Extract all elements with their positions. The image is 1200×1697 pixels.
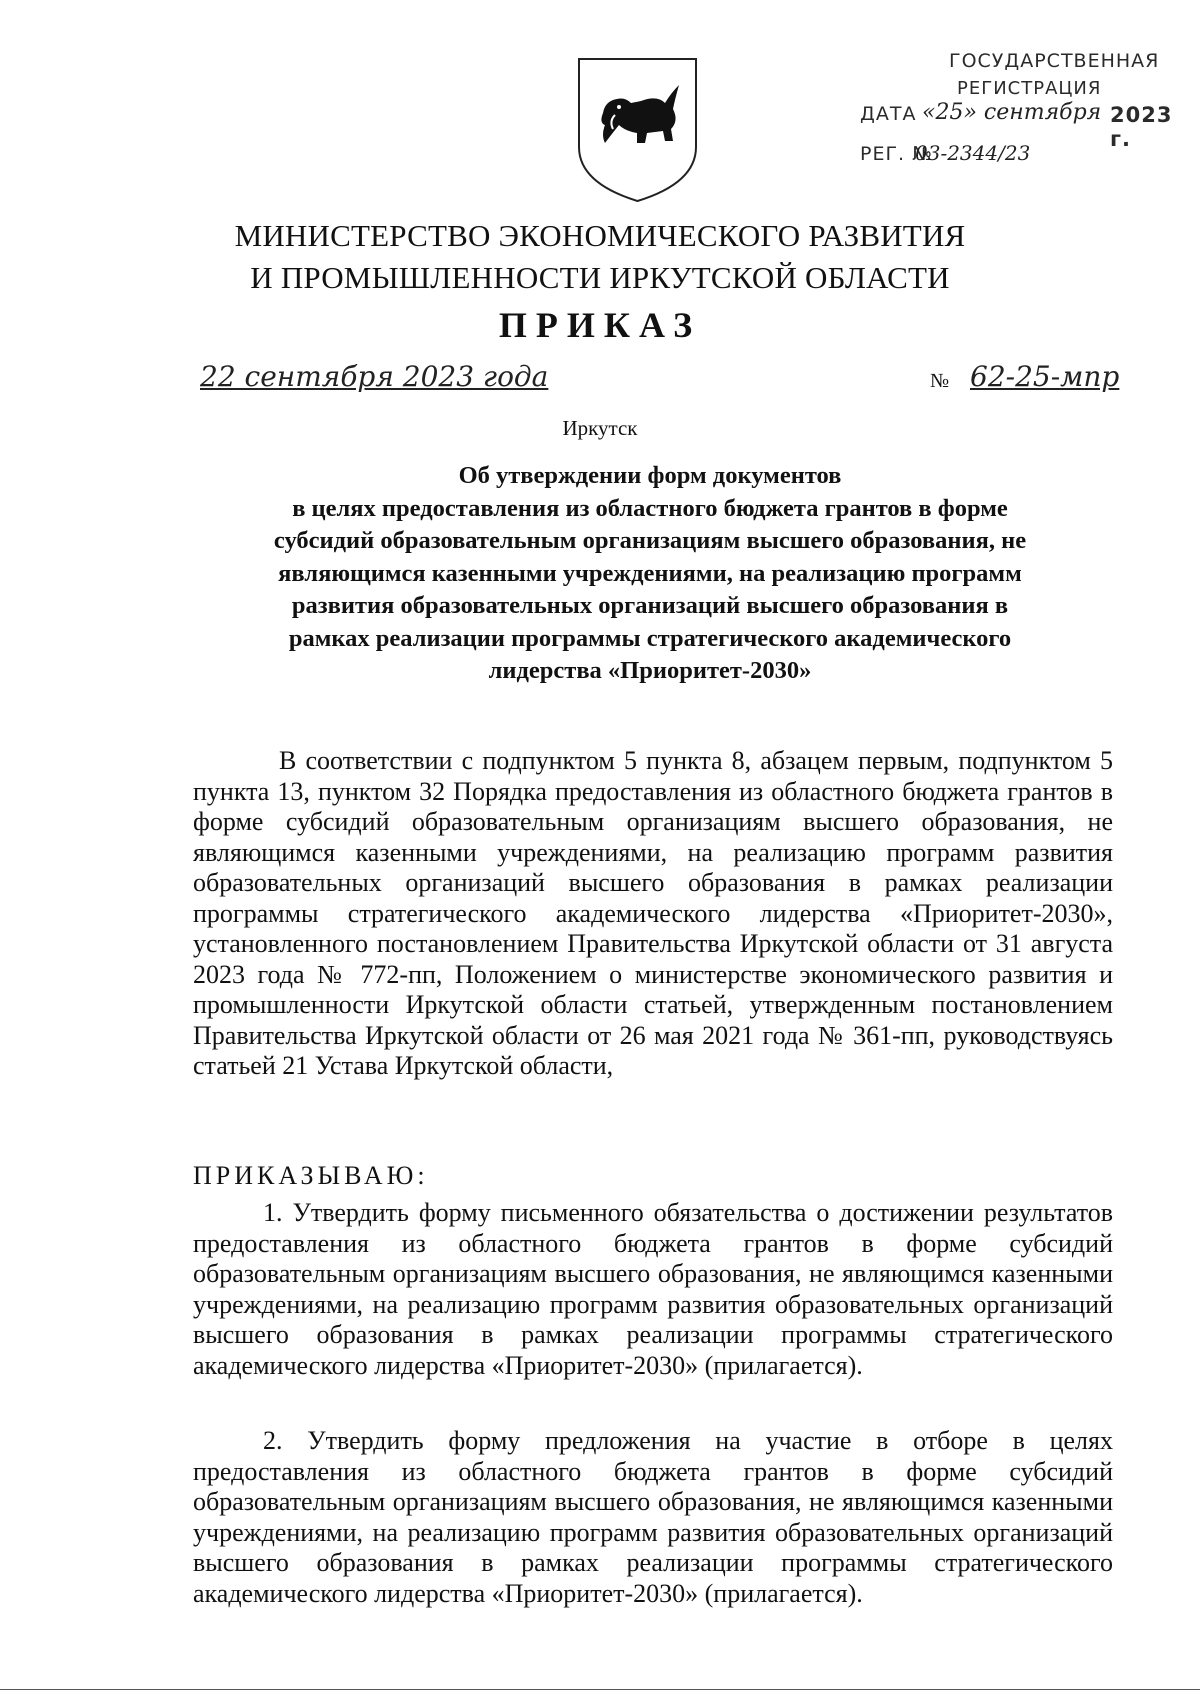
stamp-date-handwritten: «25» сентября — [922, 100, 1102, 125]
item-1-text: 1. Утвердить форму письменного обязательства о достижении результатов предоставления из областного бюджета грантов в форме субсидий образовательным организациям высшего образования, не являющимся казенными учреждениями, на реализацию программ развития образовательных организаций высшего образования в рамках реализации программы стратегического академического лидерства «Приоритет-2030» (прилагается). — [193, 1198, 1113, 1380]
order-title — [200, 460, 1100, 688]
document-type: ПРИКАЗ — [498, 305, 702, 345]
stamp-year: 2023 г. — [1110, 103, 1173, 151]
title-line: являющимся казенными учреждениями, на реализацию программ — [278, 559, 1022, 587]
ministry-name-line2: И ПРОМЫШЛЕННОСТИ ИРКУТСКОЙ ОБЛАСТИ — [250, 260, 950, 295]
title-line: Об утверждении форм документов — [458, 462, 842, 489]
preamble-paragraph — [193, 746, 1113, 1082]
title-line: рамках реализации программы стратегического академического — [288, 624, 1012, 652]
item-1-paragraph — [193, 1198, 1113, 1381]
stamp-reg-label: РЕГ. № — [860, 143, 933, 165]
title-line: субсидий образовательным организациям высшего образования, не — [273, 527, 1027, 554]
city: Иркутск — [562, 416, 638, 440]
order-word: ПРИКАЗЫВАЮ: — [193, 1161, 429, 1190]
coat-of-arms-icon — [575, 55, 700, 205]
title-line: в целях предоставления из областного бюджета грантов в форме — [292, 494, 1008, 522]
title-line: лидерства «Приоритет-2030» — [488, 657, 812, 684]
item-2-paragraph — [193, 1426, 1113, 1609]
order-date-handwritten: 22 сентября 2023 года — [200, 360, 549, 393]
order-number-label: № — [930, 370, 950, 392]
page-bottom-rule — [0, 1689, 1200, 1690]
ministry-name-line1: МИНИСТЕРСТВО ЭКОНОМИЧЕСКОГО РАЗВИТИЯ — [234, 218, 966, 253]
preamble-text: В соответствии с подпунктом 5 пункта 8, абзацем первым, подпунктом 5 пункта 13, пунктом 32 Порядка предоставления из областного бюджета грантов в форме субсидий образовательным организациям высшего образования, не являющимся казенными учреждениями, на реализацию программ развития образовательных организаций высшего образования в рамках реализации программы стратегического академического лидерства «Приоритет-2030», установленного постановлением Правительства Иркутской области от 31 августа 2023 года № 772-пп, Положением о министерстве экономического развития и промышленности Иркутской области статьей, утвержденным постановлением Правительства Иркутской области от 26 мая 2021 года № 361-пп, руководствуясь статьей 21 Устава Иркутской области, — [193, 746, 1113, 1080]
stamp-subtitle: РЕГИСТРАЦИЯ — [957, 78, 1102, 99]
item-2-text: 2. Утвердить форму предложения на участие в отборе в целях предоставления из областного бюджета грантов в форме субсидий образовательным организациям высшего образования, не являющимся казенными учреждениями, на реализацию программ развития образовательных организаций высшего образования в рамках реализации программы стратегического академического лидерства «Приоритет-2030» (прилагается). — [193, 1426, 1113, 1608]
order-number-handwritten: 62-25-мпр — [970, 360, 1120, 393]
stamp-title: ГОСУДАРСТВЕННАЯ — [949, 50, 1160, 72]
stamp-reg-number-handwritten: 03-2344/23 — [915, 141, 1031, 165]
stamp-date-label: ДАТА — [860, 103, 917, 125]
title-line: развития образовательных организаций высшего образования в — [291, 592, 1009, 619]
